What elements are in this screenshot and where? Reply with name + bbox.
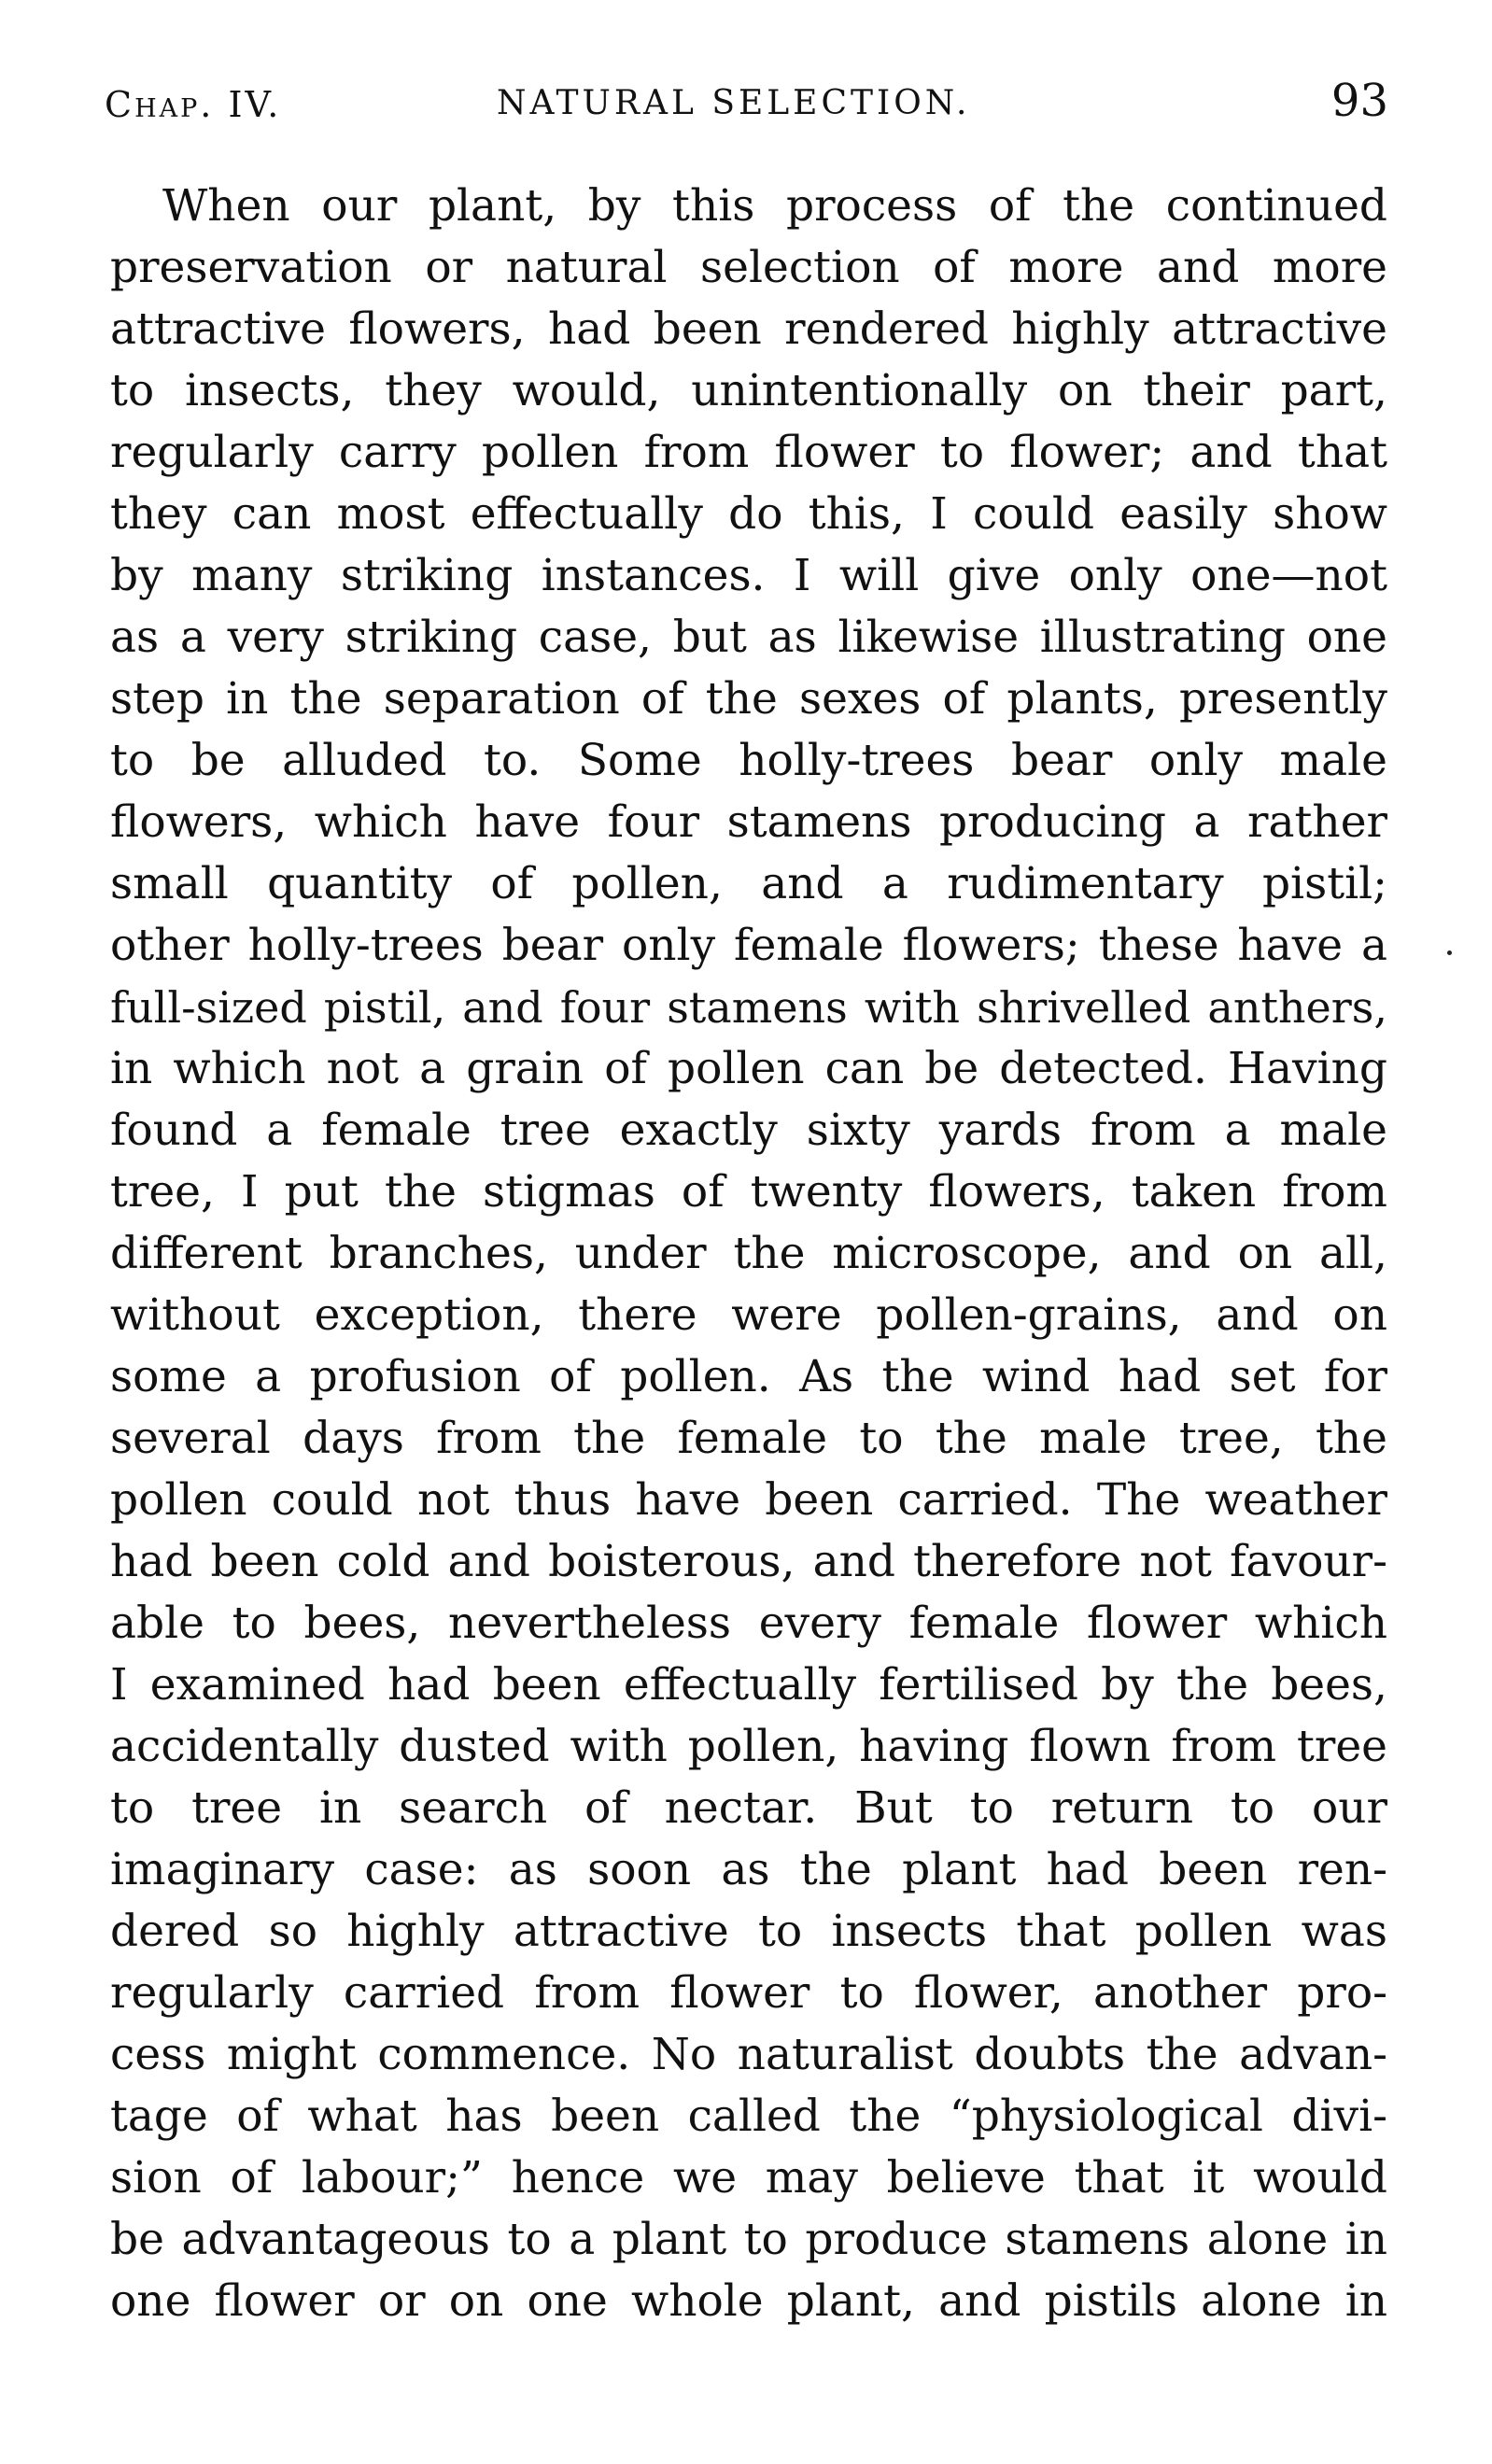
text-line: they can most effectually do this, I could easily show [110, 488, 1387, 540]
text-line: preservation or natural selection of more and more [110, 242, 1387, 293]
text-line: regularly carried from flower to flower, another pro- [110, 1967, 1387, 2019]
text-line: by many striking instances. I will give only one—not [110, 550, 1387, 601]
text-line: had been cold and boisterous, and therefore not favour- [110, 1536, 1387, 1587]
text-line: small quantity of pollen, and a rudimentary pistil; [110, 858, 1387, 909]
text-line: pollen could not thus have been carried. The weather [110, 1474, 1387, 1526]
text-line: tage of what has been called the “physiological divi- [110, 2091, 1387, 2142]
text-line: several days from the female to the male tree, the [110, 1413, 1387, 1464]
text-line: I examined had been effectually fertilised by the bees, [110, 1659, 1387, 1711]
page-number: 93 [1330, 75, 1388, 127]
text-line: one flower or on one whole plant, and pistils alone in [110, 2275, 1387, 2327]
text-line: tree, I put the stigmas of twenty flowers, taken from [110, 1166, 1387, 1218]
text-line: be advantageous to a plant to produce stamens alone in [110, 2214, 1387, 2265]
ink-speck [1447, 950, 1452, 955]
text-line: accidentally dusted with pollen, having flown from tree [110, 1721, 1387, 1772]
text-line: as a very striking case, but as likewise illustrating one [110, 612, 1387, 663]
text-line: cess might commence. No naturalist doubts the advan- [110, 2029, 1387, 2080]
text-line: to insects, they would, unintentionally on their part, [110, 365, 1387, 416]
text-line: in which not a grain of pollen can be detected. Having [110, 1043, 1387, 1094]
text-line: found a female tree exactly sixty yards from a male [110, 1105, 1387, 1156]
text-line: attractive flowers, had been rendered highly attractive [110, 303, 1387, 355]
text-line: different branches, under the microscope, and on all, [110, 1228, 1387, 1279]
text-line: to tree in search of nectar. But to return to our [110, 1782, 1387, 1834]
text-line: some a profusion of pollen. As the wind had set for [110, 1351, 1387, 1402]
text-line: imaginary case: as soon as the plant had been ren- [110, 1844, 1387, 1895]
text-line: step in the separation of the sexes of plants, presently [110, 673, 1387, 725]
body-paragraph [110, 176, 1387, 2332]
running-header [105, 75, 1388, 140]
text-line: sion of labour;” hence we may believe that it would [110, 2152, 1387, 2204]
text-line: dered so highly attractive to insects that pollen was [110, 1906, 1387, 1957]
text-line: When our plant, by this process of the continued [162, 180, 1387, 232]
text-line: without exception, there were pollen-grains, and on [110, 1289, 1387, 1341]
text-line: full-sized pistil, and four stamens with shrivelled anthers, [110, 982, 1387, 1033]
chapter-label: Chap. IV. [105, 84, 282, 125]
text-line: flowers, which have four stamens producing a rather [110, 796, 1387, 848]
running-title: NATURAL SELECTION. [497, 84, 971, 122]
text-line: other holly-trees bear only female flowers; these have a [110, 920, 1387, 971]
text-line: able to bees, nevertheless every female flower which [110, 1598, 1387, 1649]
text-line: regularly carry pollen from flower to flower; and that [110, 427, 1387, 478]
text-line: to be alluded to. Some holly-trees bear only male [110, 735, 1387, 786]
